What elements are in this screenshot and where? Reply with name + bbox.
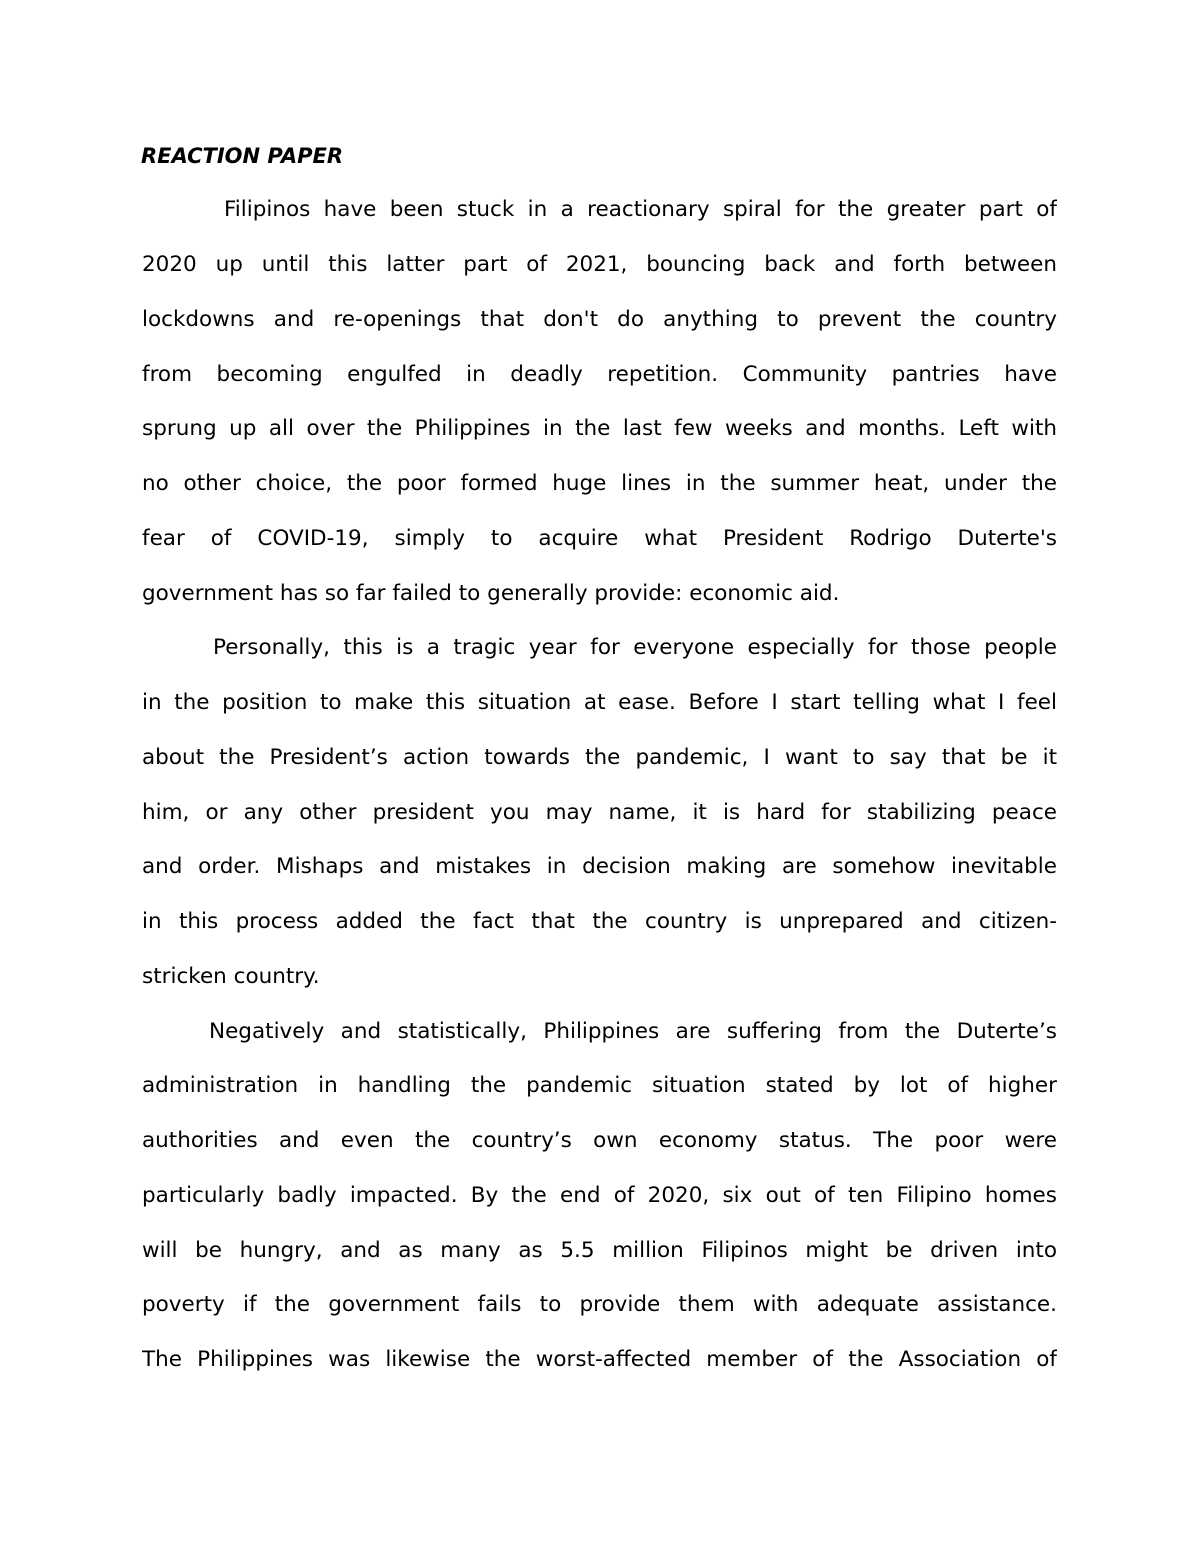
paragraph-1-line-2: 2020 up until this latter part of 2021, bouncing back and forth between xyxy=(142,252,1057,277)
paragraph-3-line-5: will be hungry, and as many as 5.5 million Filipinos might be driven into xyxy=(142,1238,1057,1263)
paragraph-1-line-7: fear of COVID-19, simply to acquire what President Rodrigo Duterte's xyxy=(142,526,1057,551)
paragraph-1-line-5: sprung up all over the Philippines in the last few weeks and months. Left with xyxy=(142,416,1057,441)
paragraph-3-line-7: The Philippines was likewise the worst-affected member of the Association of xyxy=(142,1347,1057,1372)
paragraph-2-line-7: stricken country. xyxy=(142,964,320,989)
paragraph-2-line-2: in the position to make this situation at ease. Before I start telling what I feel xyxy=(142,690,1057,715)
paragraph-3-line-3: authorities and even the country’s own economy status. The poor were xyxy=(142,1128,1057,1153)
paragraph-3-line-6: poverty if the government fails to provide them with adequate assistance. xyxy=(142,1292,1057,1317)
paragraph-2-line-6: in this process added the fact that the country is unprepared and citizen- xyxy=(142,909,1057,934)
paragraph-1-line-3: lockdowns and re-openings that don't do anything to prevent the country xyxy=(142,307,1057,332)
paragraph-3-line-2: administration in handling the pandemic situation stated by lot of higher xyxy=(142,1073,1057,1098)
paragraph-1-line-4: from becoming engulfed in deadly repetition. Community pantries have xyxy=(142,362,1057,387)
paragraph-2-line-5: and order. Mishaps and mistakes in decision making are somehow inevitable xyxy=(142,854,1057,879)
paragraph-1-line-8: government has so far failed to generally provide: economic aid. xyxy=(142,581,840,606)
paragraph-3-line-1: Negatively and statistically, Philippines are suffering from the Duterte’s xyxy=(209,1019,1057,1044)
paragraph-1-line-6: no other choice, the poor formed huge lines in the summer heat, under the xyxy=(142,471,1057,496)
paragraph-2-line-4: him, or any other president you may name, it is hard for stabilizing peace xyxy=(142,800,1057,825)
document-title: REACTION PAPER xyxy=(141,144,344,168)
paragraph-2-line-1: Personally, this is a tragic year for everyone especially for those people xyxy=(213,635,1057,660)
paragraph-1-line-1: Filipinos have been stuck in a reactionary spiral for the greater part of xyxy=(224,197,1057,222)
paragraph-3-line-4: particularly badly impacted. By the end of 2020, six out of ten Filipino homes xyxy=(142,1183,1057,1208)
paragraph-2-line-3: about the President’s action towards the pandemic, I want to say that be it xyxy=(142,745,1057,770)
